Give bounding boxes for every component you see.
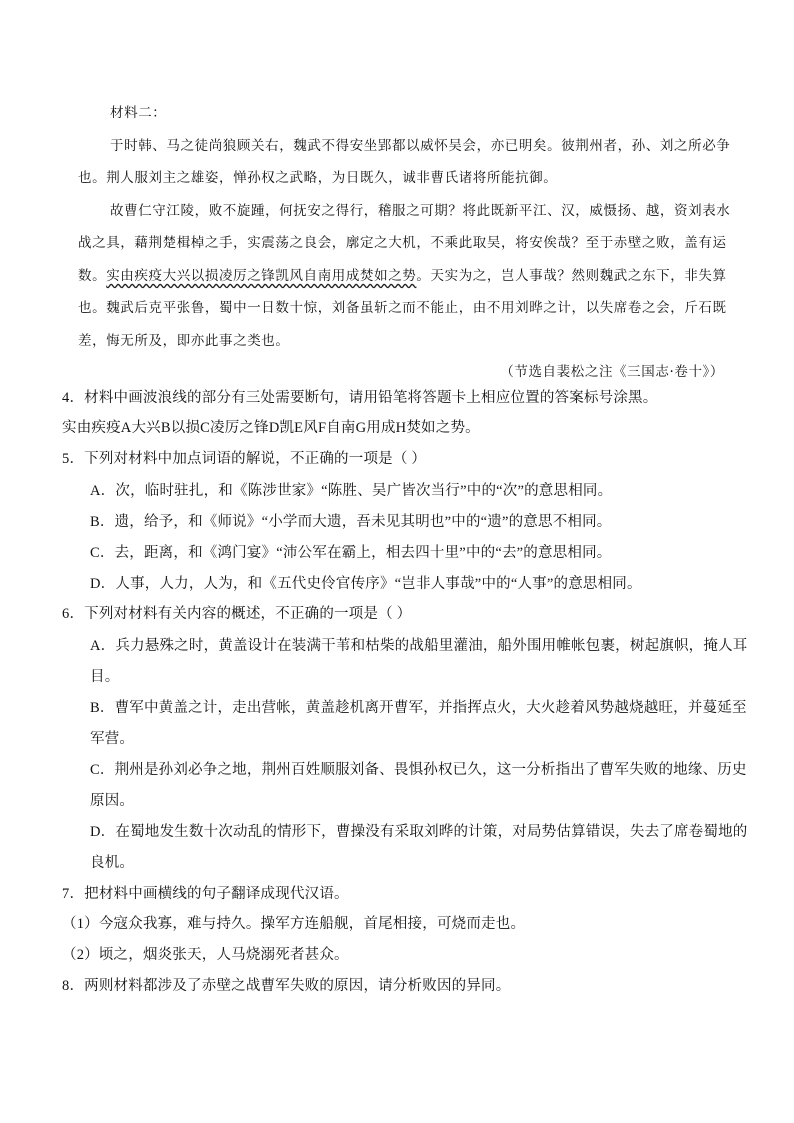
line3-prefix: 数。 [78,268,107,284]
question-6-option-b-line2: 军营。 [90,731,135,747]
question-6-option-b-line1: B．曹军中黄盖之计，走出营帐，黄盖趁机离开曹军，并指挥点火，大火趁着风势越烧越旺，并蔓延至 [90,700,747,716]
material-source: （节选自裴松之注《三国志·卷十》） [500,364,724,380]
material-paragraph1-line1: 于时韩、马之徒尚狼顾关右，魏武不得安坐郢都以威怀吴会，亦已明矣。彼荆州者，孙、刘之所必争 [110,138,731,154]
question-5-option-c: C．去，距离，和《鸿门宴》“沛公军在霸上，相去四十里”中的“去”的意思相同。 [90,545,612,561]
question-4-text: 实由疾疫A大兴B以损C凌厉之锋D凯E风F自南G用成H焚如之势。 [62,420,480,436]
question-6-option-a-line2: 目。 [90,669,120,685]
material-heading: 材料二： [110,105,167,121]
material-paragraph2-line2: 战之具，藉荆楚楫棹之手，实震荡之良会，廓定之大机，不乘此取吴，将安俟哉？至于赤壁之败，盖有运 [78,235,727,251]
material-paragraph2-line4: 也。魏武后克平张鲁，蜀中一日数十惊，刘备虽斩之而不能止，由不用刘晔之计，以失席卷之会，斤石既 [78,300,727,316]
question-6-option-d-line2: 良机。 [90,855,135,871]
question-5-option-d: D．人事，人力，人为，和《五代史伶官传序》“岂非人事哉”中的“人事”的意思相同。 [90,576,642,592]
material-paragraph1-line2: 也。荆人服刘主之雄姿，惮孙权之武略，为日既久，诚非曹氏诸将所能抗御。 [78,170,558,186]
question-7-stem: 7．把材料中画横线的句子翻译成现代汉语。 [62,886,349,902]
material-paragraph2-line5: 差，悔无所及，即亦此事之类也。 [78,333,290,349]
question-6-option-c-line1: C．荆州是孙刘必争之地，荆州百姓顺服刘备、畏惧孙权已久，这一分析指出了曹军失败的地缘、历史 [90,762,747,778]
question-7-sentence-1: （1）今寇众我寡，难与持久。操军方连船舰，首尾相接，可烧而走也。 [62,916,526,932]
line3-suffix: 。天实为之，岂人事哉？然则魏武之东下，非失算 [416,268,727,284]
wavy-underlined-sentence: 实由疾疫大兴以损凌厉之锋凯风自南用成焚如之势 [106,268,417,284]
question-7-sentence-2: （2）顷之，烟炎张天，人马烧溺死者甚众。 [62,947,349,963]
question-6-stem: 6．下列对材料有关内容的概述，不正确的一项是（ ） [62,606,412,622]
question-4-stem: 4．材料中画波浪线的部分有三处需要断句，请用铅笔将答题卡上相应位置的答案标号涂黑。 [62,390,658,406]
question-5-option-a: A．次，临时驻扎，和《陈涉世家》“陈胜、吴广皆次当行”中的“次”的意思相同。 [90,483,613,499]
material-paragraph2-line3 [78,266,727,286]
question-6-option-a-line1: A．兵力悬殊之时，黄盖设计在装满干苇和枯柴的战船里灌油，船外围用帷帐包裹，树起旗帜，掩人耳 [90,638,748,654]
question-8-stem: 8．两则材料都涉及了赤壁之战曹军失败的原因，请分析败因的异同。 [62,978,511,994]
question-5-option-b: B．遗，给予，和《师说》“小学而大遗，吾未见其明也”中的“遗”的意思不相同。 [90,514,612,530]
question-6-option-c-line2: 原因。 [90,793,135,809]
question-5-stem: 5．下列对材料中加点词语的解说，不正确的一项是（ ） [62,451,427,467]
material-paragraph2-line1: 故曹仁守江陵，败不旋踵，何抚安之得行，稽服之可期？将此既新平江、汉，威慑扬、越，资刘表水 [110,203,731,219]
question-6-option-d-line1: D．在蜀地发生数十次动乱的情形下，曹操没有采取刘晔的计策，对局势估算错误，失去了席卷蜀地的 [90,824,748,840]
